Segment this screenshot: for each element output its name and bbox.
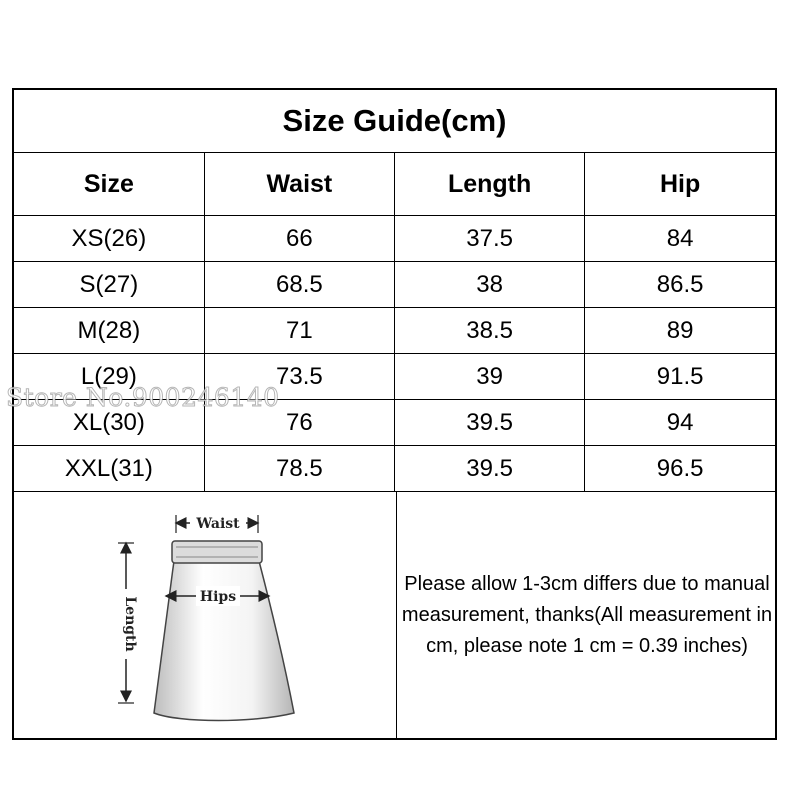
column-header-length: Length (395, 153, 585, 216)
skirt-diagram (14, 491, 397, 740)
cell-size: L(29) (14, 354, 204, 400)
cell-size: XS(26) (14, 216, 204, 262)
cell-length: 39 (395, 354, 585, 400)
cell-length: 37.5 (395, 216, 585, 262)
column-header-hip: Hip (585, 153, 775, 216)
measurement-note: Please allow 1-3cm differs due to manual measurement, thanks(All measurement in cm, please note 1 cm = 0.39 inches) (401, 573, 773, 657)
cell-waist: 71 (204, 308, 394, 354)
table-row (14, 216, 775, 262)
table-row (14, 308, 775, 354)
table-row (14, 446, 775, 492)
skirt-waistband-shape (172, 541, 262, 563)
cell-waist: 78.5 (204, 446, 394, 492)
cell-hip: 96.5 (585, 446, 775, 492)
cell-hip: 86.5 (585, 262, 775, 308)
column-header-size: Size (14, 153, 204, 216)
table-row (14, 262, 775, 308)
cell-length: 38 (395, 262, 585, 308)
table-header-row (14, 153, 775, 216)
size-guide-title: Size Guide(cm) (14, 90, 775, 153)
hips-label: Hips (199, 589, 237, 605)
cell-hip: 89 (585, 308, 775, 354)
bottom-section (14, 491, 775, 740)
column-header-waist: Waist (204, 153, 394, 216)
cell-length: 39.5 (395, 446, 585, 492)
cell-hip: 91.5 (585, 354, 775, 400)
cell-size: M(28) (14, 308, 204, 354)
cell-waist: 68.5 (204, 262, 394, 308)
measurement-note-cell (397, 491, 777, 740)
cell-size: S(27) (14, 262, 204, 308)
cell-waist: 76 (204, 400, 394, 446)
size-table (14, 153, 775, 492)
cell-length: 39.5 (395, 400, 585, 446)
skirt-body-shape (154, 561, 294, 721)
cell-waist: 73.5 (204, 354, 394, 400)
cell-hip: 84 (585, 216, 775, 262)
waist-label: Waist (196, 516, 240, 532)
cell-size: XL(30) (14, 400, 204, 446)
length-label: Length (122, 596, 138, 652)
store-watermark: Store No.900246140 (6, 383, 280, 412)
cell-size: XXL(31) (14, 446, 204, 492)
cell-hip: 94 (585, 400, 775, 446)
cell-length: 38.5 (395, 308, 585, 354)
size-guide (12, 88, 777, 740)
skirt-diagram-cell (14, 491, 397, 740)
cell-waist: 66 (204, 216, 394, 262)
